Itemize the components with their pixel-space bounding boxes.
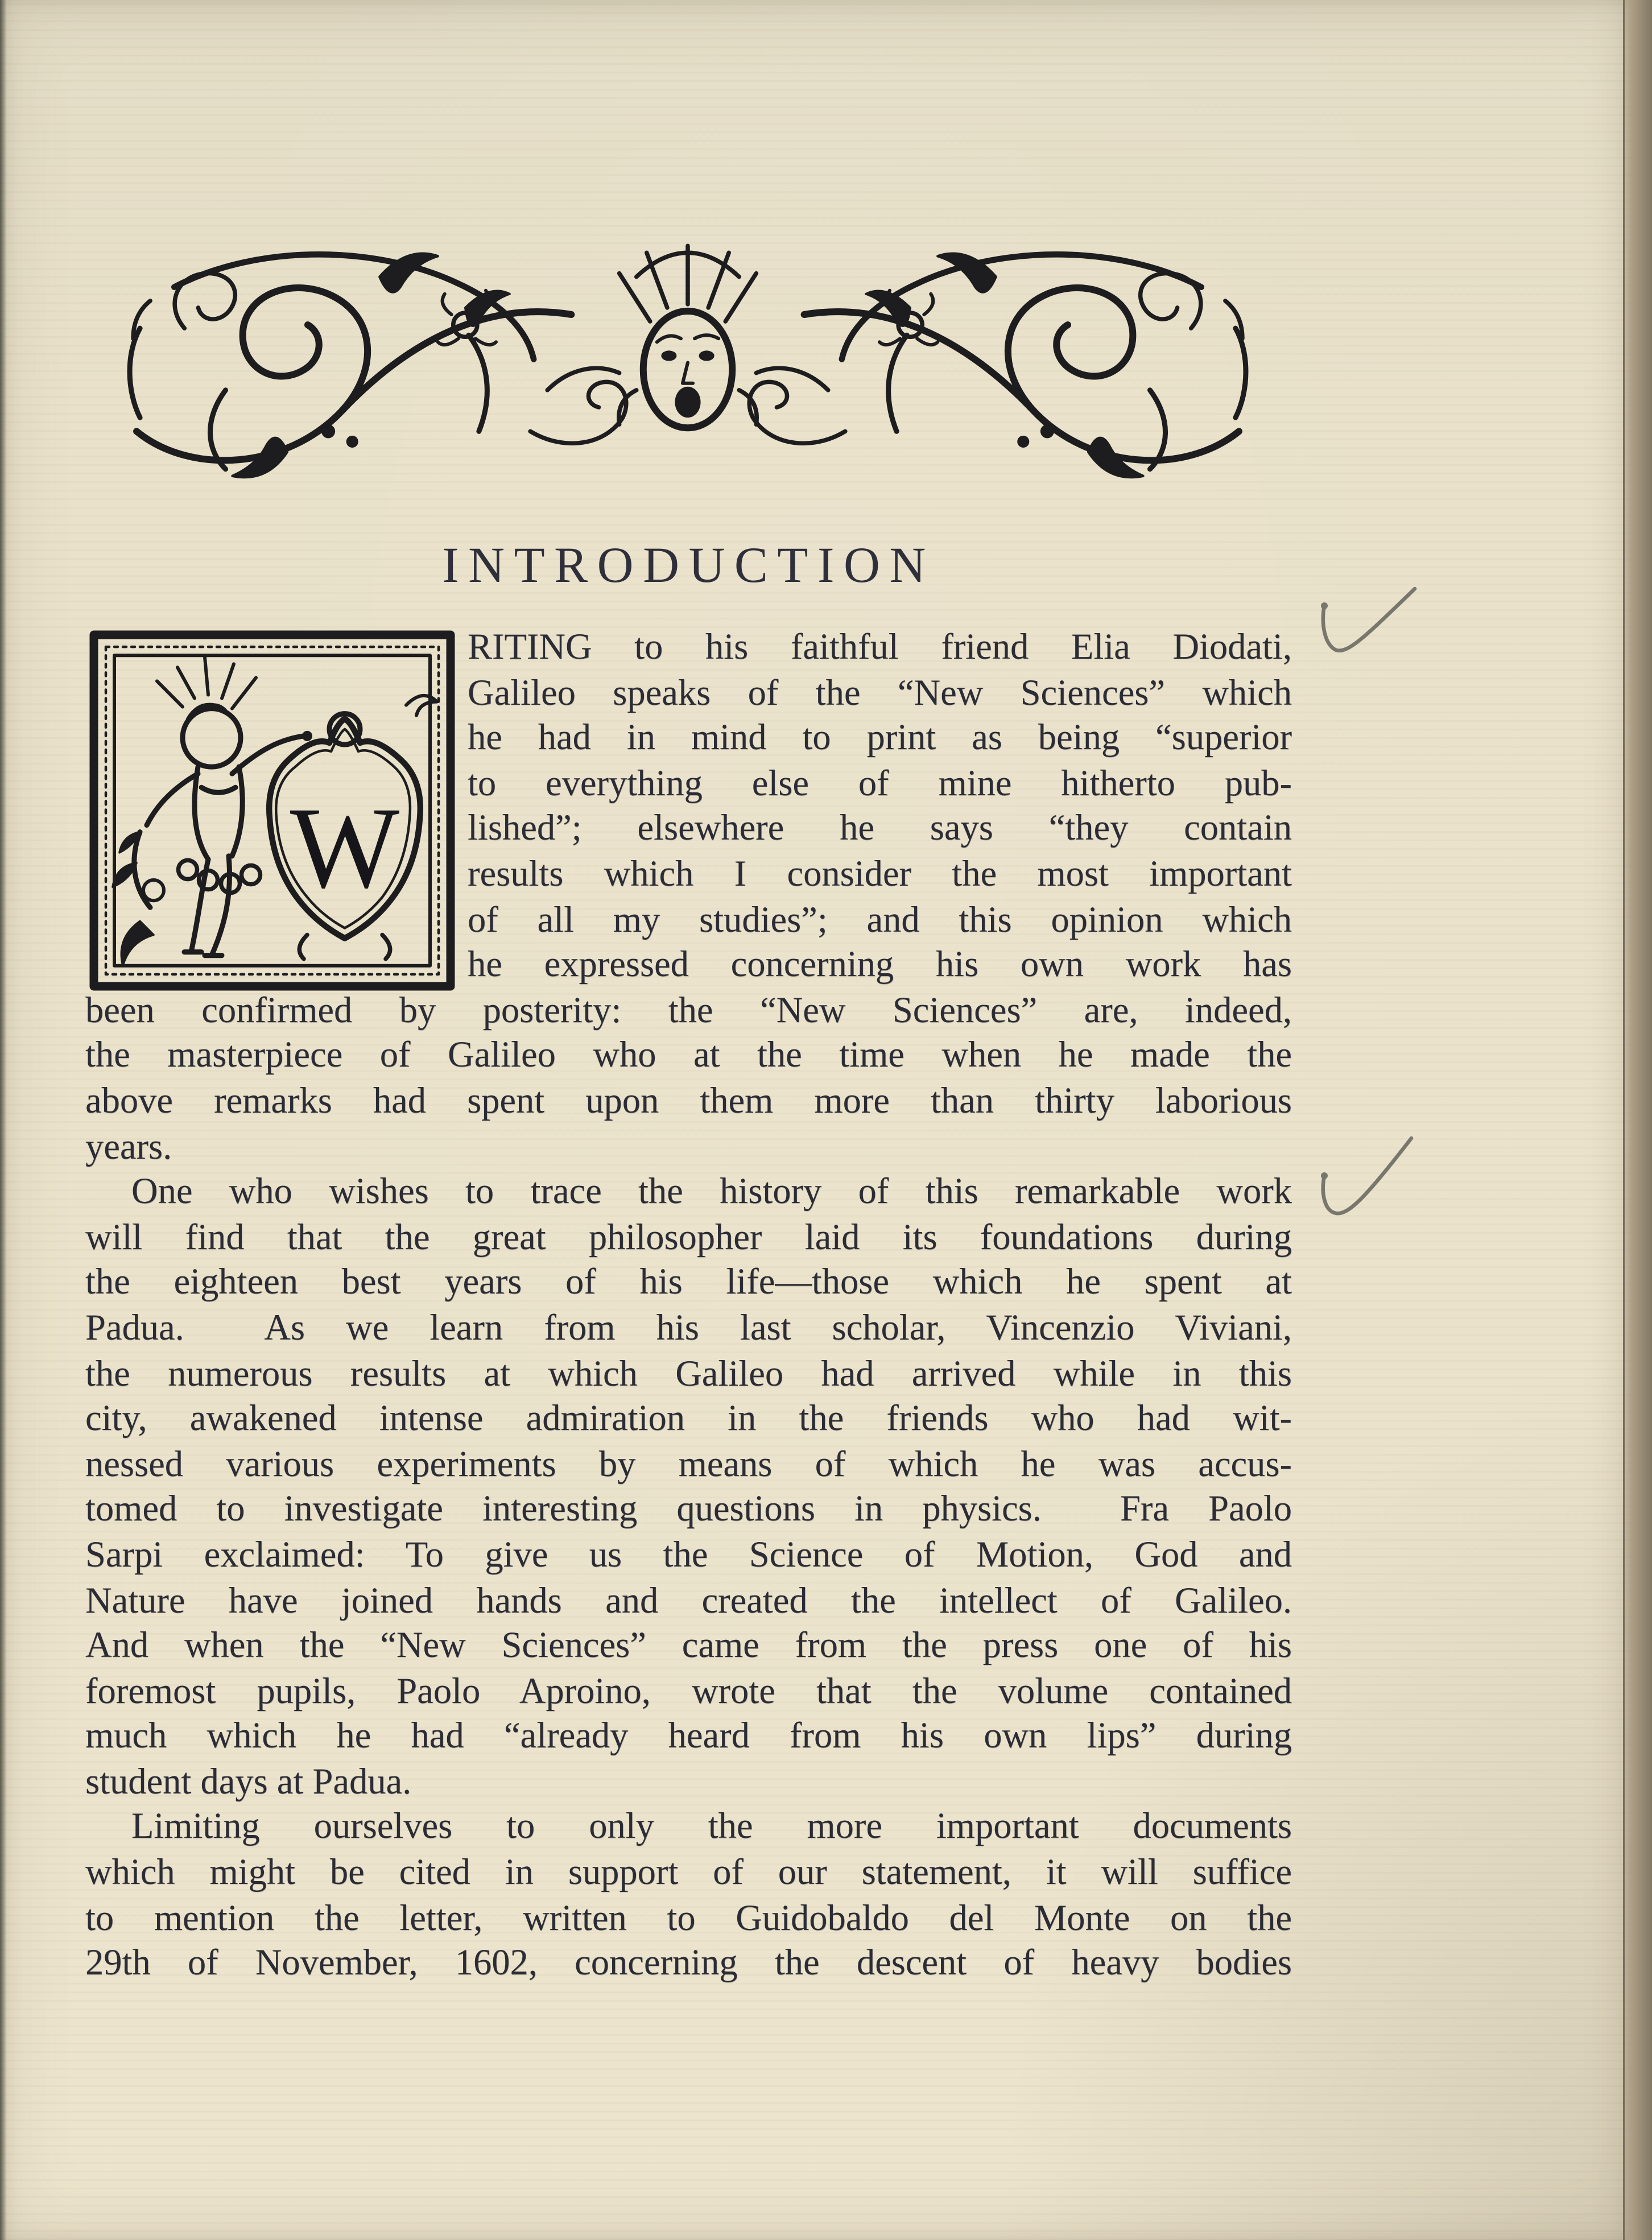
text-line: nessed various experiments by means of which he was accus- [85,1443,1292,1485]
text-line: 29th of November, 1602, concerning the descent of heavy bodies [85,1942,1292,1983]
page-left-edge [0,0,7,2240]
text-line: tomed to investigate interesting questions in physics. Fra Paolo [85,1488,1292,1530]
header-ornament-woodcut [123,225,1253,495]
text-line: he had in mind to print as being “superior [468,717,1292,758]
text-line: the masterpiece of Galileo who at the time when he made the [85,1035,1292,1076]
text-line: Galileo speaks of the “New Sciences” which [468,671,1292,713]
text-line: And when the “New Sciences” came from the press one of his [85,1625,1292,1666]
text-line: One who wishes to trace the history of this remarkable work [131,1171,1292,1212]
text-line: lished”; elsewhere he says “they contain [468,808,1292,849]
body-text-lines [85,987,1292,1986]
text-line: Sarpi exclaimed: To give us the Science of Motion, God and [85,1534,1292,1575]
text-line: he expressed concerning his own work has [468,944,1292,985]
opening-paragraph-lines [468,625,1292,987]
text-line: which might be cited in support of our statement, it will suffice [85,1851,1292,1893]
putto-figure [113,657,312,966]
text-line: to everything else of mine hitherto pub- [468,762,1292,804]
ornament-central-mask [619,246,757,428]
text-line: the numerous results at which Galileo had arrived while in this [85,1352,1292,1394]
text-line: will find that the great philosopher laid its foundations during [85,1216,1292,1258]
text-line: results which I consider the most important [468,853,1292,894]
page-right-edge [1623,0,1652,2240]
text-line: above remarks had spent upon them more than thirty laborious [85,1080,1292,1121]
drop-cap-woodcut [89,630,456,991]
text-line: city, awakened intense admiration in the friends who had wit- [85,1398,1292,1439]
text-line: Nature have joined hands and created the intellect of Galileo. [85,1579,1292,1621]
text-line: years. [85,1125,172,1167]
text-line: much which he had “already heard from his own lips” during [85,1715,1292,1757]
text-line: to mention the letter, written to Guidobaldo del Monte on the [85,1897,1292,1939]
text-line: RITING to his faithful friend Elia Diodati, [468,626,1292,667]
text-line: student days at Padua. [85,1760,412,1802]
pencil-checkmark-2 [1314,1130,1434,1224]
drop-cap-letter: W [290,783,400,913]
text-line: been confirmed by posterity: the “New Sciences” are, indeed, [85,989,1292,1031]
text-line: of all my studies”; and this opinion which [468,898,1292,940]
text-line: foremost pupils, Paolo Aproino, wrote that the volume contained [85,1670,1292,1712]
text-line: Limiting ourselves to only the more important documents [131,1806,1292,1848]
text-line: the eighteen best years of his life—those which he spent at [85,1262,1292,1303]
text-line: Padua. As we learn from his last scholar, Vincenzio Viviani, [85,1307,1292,1348]
chapter-title: INTRODUCTION [442,539,935,594]
pencil-checkmark-1 [1314,580,1434,666]
